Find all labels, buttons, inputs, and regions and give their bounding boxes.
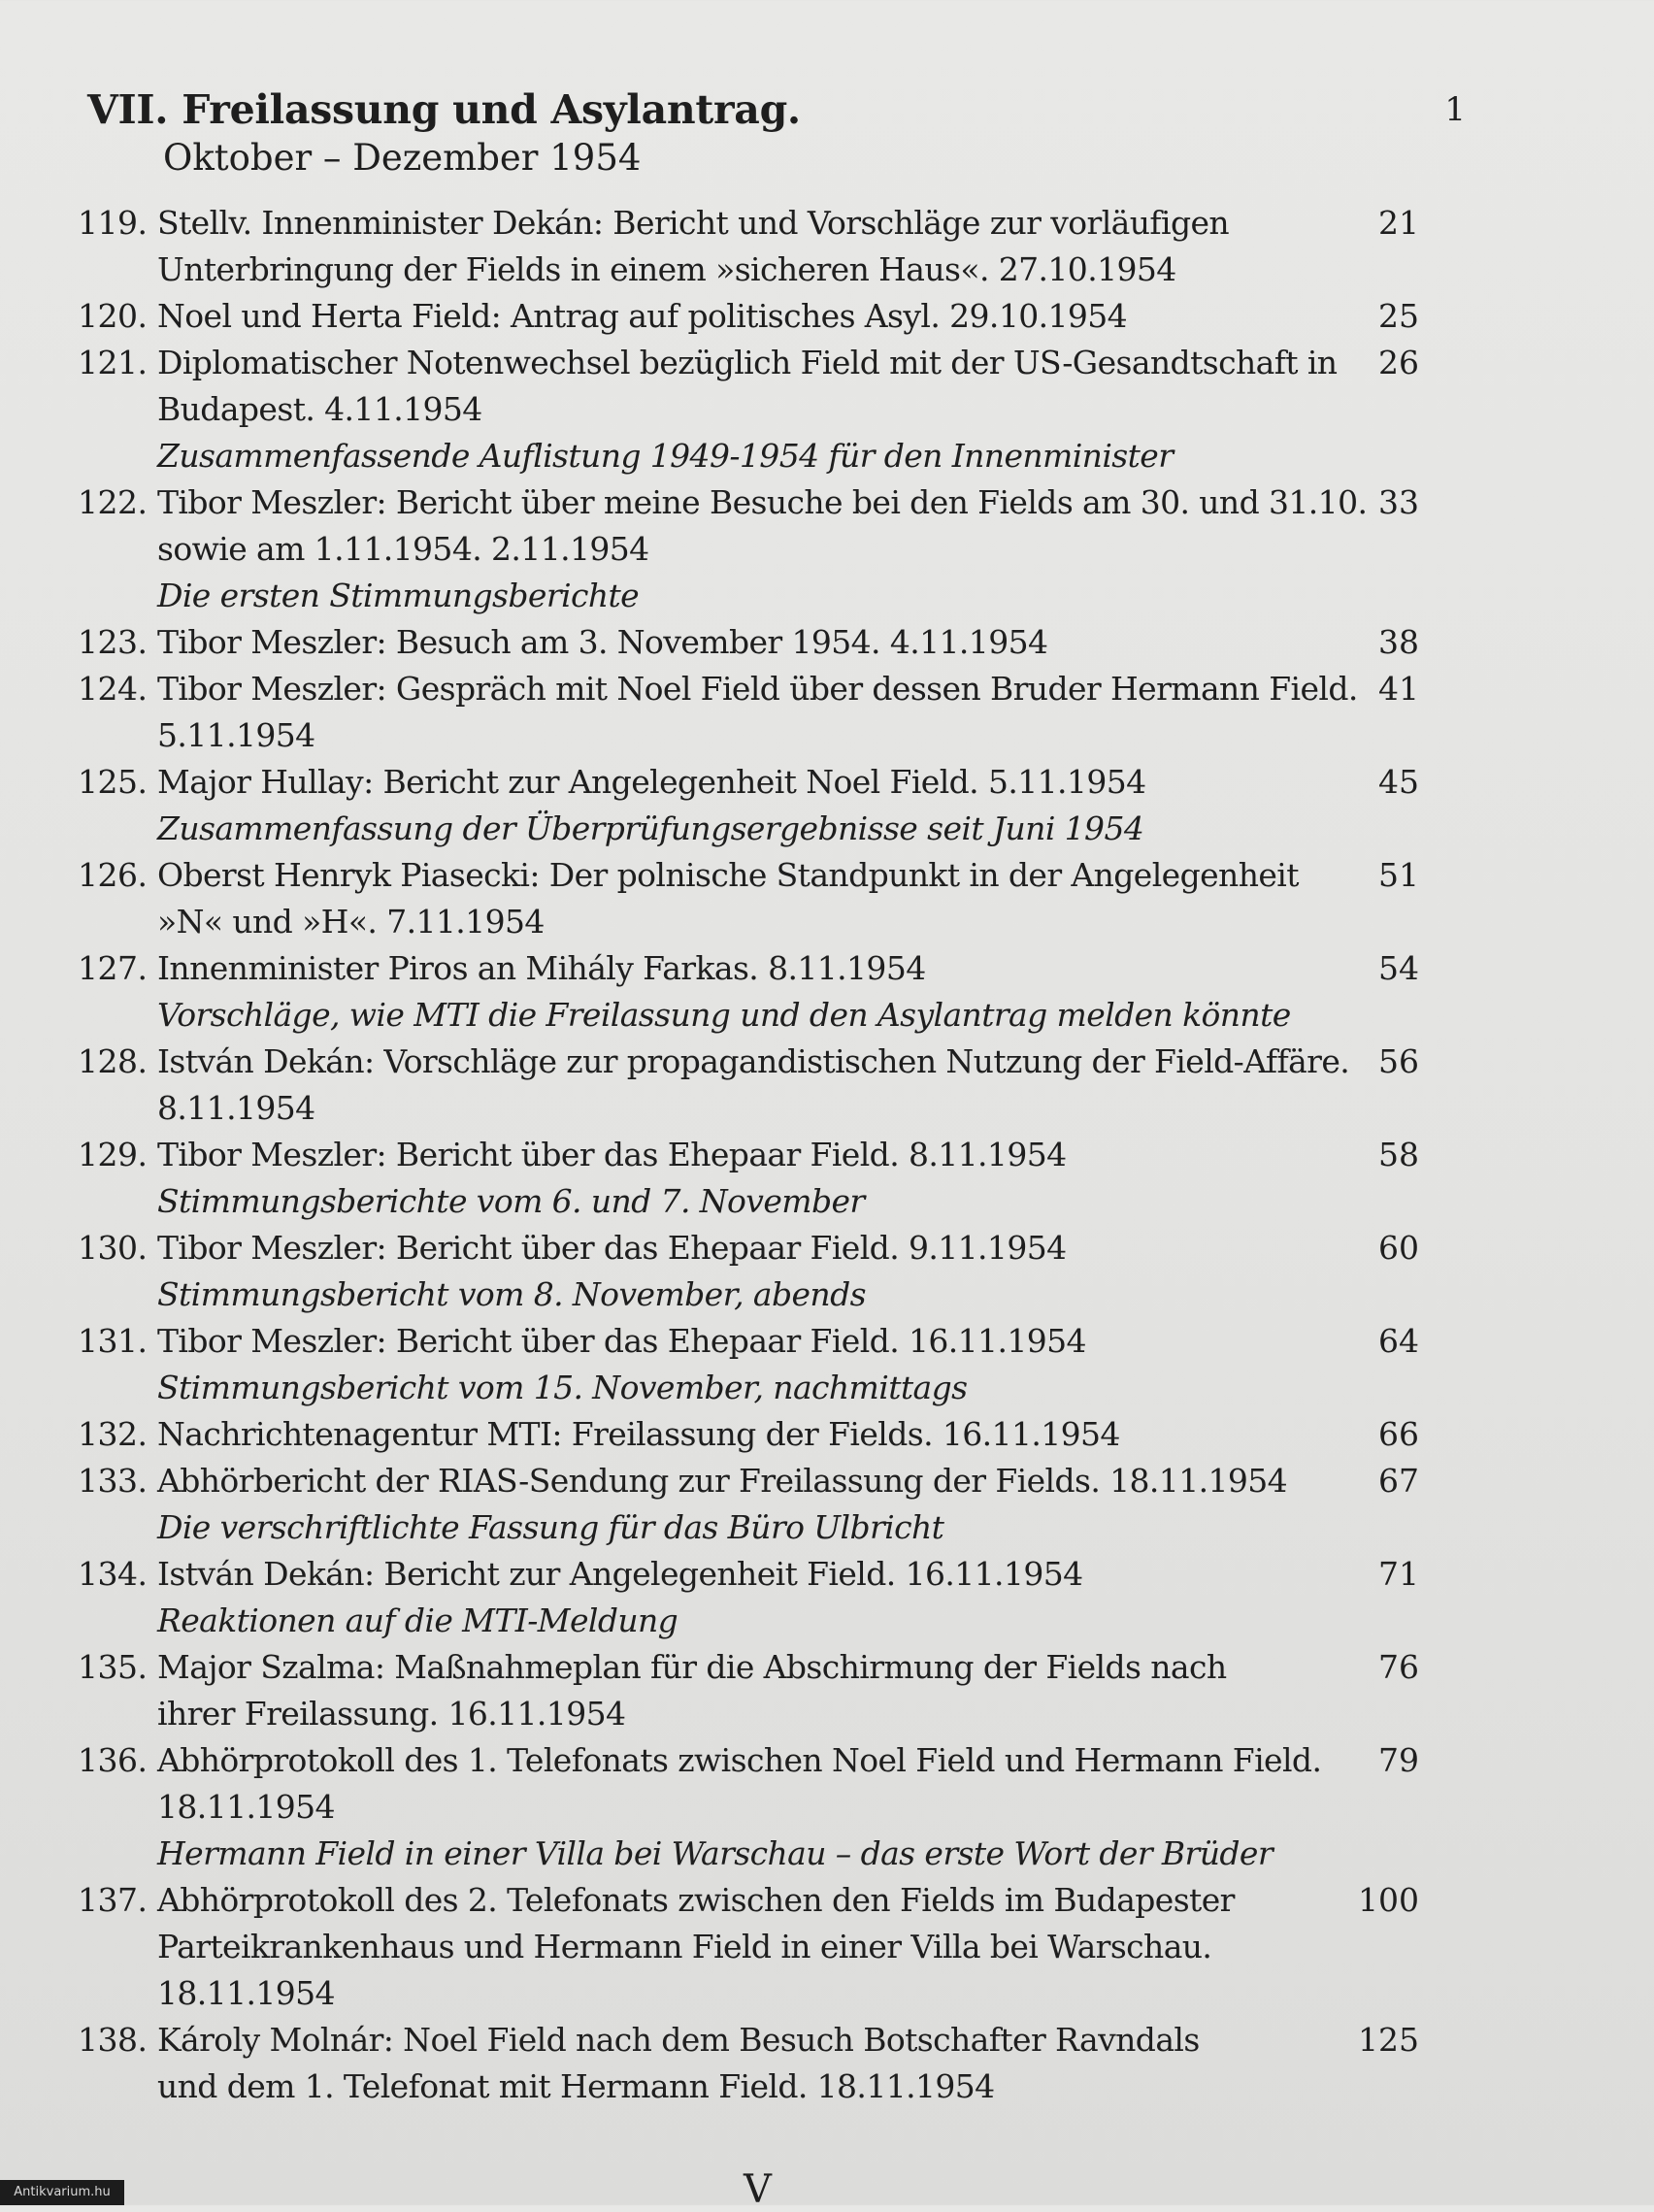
entry-number: 135. — [78, 1648, 148, 1686]
entry-title-line: Nachrichtenagentur MTI: Freilassung der Fields. 16.11.1954 — [157, 1415, 1120, 1453]
entry-number: 127. — [78, 949, 148, 987]
toc-entry — [78, 619, 1419, 666]
entry-note: Stimmungsbericht vom 8. November, abends — [157, 1275, 866, 1313]
entry-title-line: Innenminister Piros an Mihály Farkas. 8.11.1954 — [157, 949, 926, 987]
page-folio: V — [744, 2167, 772, 2212]
entry-title-line: Tibor Meszler: Bericht über das Ehepaar Field. 16.11.1954 — [157, 1322, 1086, 1360]
entry-body — [157, 666, 1358, 759]
toc-entry — [78, 1458, 1419, 1551]
entry-page-number: 125 — [1358, 2021, 1419, 2059]
entry-title-line: Budapest. 4.11.1954 — [157, 390, 482, 428]
entry-body — [157, 619, 1303, 666]
entry-page-number: 33 — [1378, 483, 1419, 521]
entry-page-number: 67 — [1378, 1462, 1419, 1500]
toc-entry — [78, 1039, 1419, 1132]
entry-title-line: Tibor Meszler: Gespräch mit Noel Field über dessen Bruder Hermann Field. — [157, 670, 1358, 708]
entry-number: 133. — [78, 1462, 148, 1500]
entry-note: Die verschriftlichte Fassung für das Büro Ulbricht — [157, 1508, 944, 1546]
entry-title-line: ihrer Freilassung. 16.11.1954 — [157, 1695, 626, 1733]
entry-title-line: István Dekán: Bericht zur Angelegenheit Field. 16.11.1954 — [157, 1555, 1083, 1593]
toc-entry — [78, 1877, 1419, 2017]
entry-body — [157, 1318, 1303, 1411]
entry-title-line: Tibor Meszler: Bericht über meine Besuche bei den Fields am 30. und 31.10. — [157, 483, 1368, 521]
entry-title-line: 18.11.1954 — [157, 1974, 335, 2012]
entry-page-number: 64 — [1378, 1322, 1419, 1360]
toc-entry — [78, 1132, 1419, 1225]
chapter-subtitle: Oktober – Dezember 1954 — [163, 137, 642, 179]
entry-title-line: Stellv. Innenminister Dekán: Bericht und Vorschläge zur vorläufigen — [157, 204, 1230, 242]
entry-body — [157, 1225, 1303, 1318]
table-of-contents — [78, 200, 1419, 2110]
entry-note: Vorschläge, wie MTI die Freilassung und den Asylantrag melden könnte — [157, 996, 1291, 1034]
chapter-page-number: 1 — [1444, 90, 1466, 129]
entry-body — [157, 479, 1368, 619]
entry-number: 129. — [78, 1136, 148, 1173]
toc-entry — [78, 2017, 1419, 2110]
entry-page-number: 51 — [1378, 856, 1419, 894]
entry-number: 125. — [78, 763, 148, 801]
entry-title-line: Major Hullay: Bericht zur Angelegenheit Noel Field. 5.11.1954 — [157, 763, 1146, 801]
entry-page-number: 41 — [1378, 670, 1419, 708]
entry-note: Hermann Field in einer Villa bei Warschau – das erste Wort der Brüder — [157, 1834, 1274, 1872]
entry-page-number: 58 — [1378, 1136, 1419, 1173]
entry-title-line: Major Szalma: Maßnahmeplan für die Abschirmung der Fields nach — [157, 1648, 1227, 1686]
entry-body — [157, 1411, 1303, 1458]
entry-number: 130. — [78, 1229, 148, 1267]
entry-page-number: 38 — [1378, 623, 1419, 661]
toc-entry — [78, 666, 1419, 759]
entry-title-line: Károly Molnár: Noel Field nach dem Besuch Botschafter Ravndals — [157, 2021, 1200, 2059]
entry-body — [157, 1877, 1303, 2017]
entry-body — [157, 293, 1303, 340]
entry-note: Reaktionen auf die MTI-Meldung — [157, 1601, 678, 1639]
entry-number: 138. — [78, 2021, 148, 2059]
toc-entry — [78, 852, 1419, 945]
entry-number: 132. — [78, 1415, 148, 1453]
toc-entry — [78, 1551, 1419, 1644]
entry-number: 123. — [78, 623, 148, 661]
entry-body — [157, 340, 1338, 479]
entry-note: Zusammenfassende Auflistung 1949-1954 für den Innenminister — [157, 437, 1174, 475]
entry-page-number: 71 — [1378, 1555, 1419, 1593]
entry-title-line: Abhörbericht der RIAS-Sendung zur Freilassung der Fields. 18.11.1954 — [157, 1462, 1288, 1500]
entry-body — [157, 1737, 1322, 1877]
entry-page-number: 54 — [1378, 949, 1419, 987]
entry-note: Stimmungsberichte vom 6. und 7. November — [157, 1182, 865, 1220]
entry-title-line: 5.11.1954 — [157, 716, 315, 754]
entry-title-line: Tibor Meszler: Besuch am 3. November 1954. 4.11.1954 — [157, 623, 1048, 661]
entry-page-number: 21 — [1378, 204, 1419, 242]
entry-body — [157, 2017, 1303, 2110]
entry-note: Zusammenfassung der Überprüfungsergebnisse seit Juni 1954 — [157, 809, 1144, 847]
entry-title-line: Unterbringung der Fields in einem »sicheren Haus«. 27.10.1954 — [157, 250, 1176, 288]
chapter-heading — [87, 85, 1466, 182]
entry-title-line: Parteikrankenhaus und Hermann Field in einer Villa bei Warschau. — [157, 1928, 1212, 1965]
entry-page-number: 100 — [1358, 1881, 1419, 1919]
entry-page-number: 45 — [1378, 763, 1419, 801]
entry-note: Die ersten Stimmungsberichte — [157, 577, 640, 614]
entry-number: 126. — [78, 856, 148, 894]
entry-note: Stimmungsbericht vom 15. November, nachmittags — [157, 1369, 968, 1406]
entry-body — [157, 852, 1303, 945]
entry-number: 119. — [78, 204, 148, 242]
toc-entry — [78, 1737, 1419, 1877]
entry-body — [157, 1458, 1303, 1551]
entry-page-number: 66 — [1378, 1415, 1419, 1453]
toc-entry — [78, 479, 1419, 619]
entry-number: 122. — [78, 483, 148, 521]
entry-number: 121. — [78, 344, 148, 381]
toc-entry — [78, 1318, 1419, 1411]
entry-number: 136. — [78, 1741, 148, 1779]
entry-body — [157, 200, 1303, 293]
entry-number: 137. — [78, 1881, 148, 1919]
entry-number: 128. — [78, 1042, 148, 1080]
toc-entry — [78, 200, 1419, 293]
entry-title-line: Tibor Meszler: Bericht über das Ehepaar Field. 9.11.1954 — [157, 1229, 1067, 1267]
entry-body — [157, 945, 1303, 1039]
toc-entry — [78, 945, 1419, 1039]
entry-title-line: István Dekán: Vorschläge zur propagandistischen Nutzung der Field-Affäre. — [157, 1042, 1350, 1080]
toc-entry — [78, 1225, 1419, 1318]
entry-page-number: 25 — [1378, 297, 1419, 335]
entry-title-line: Tibor Meszler: Bericht über das Ehepaar Field. 8.11.1954 — [157, 1136, 1067, 1173]
entry-title-line: sowie am 1.11.1954. 2.11.1954 — [157, 530, 649, 568]
entry-page-number: 79 — [1378, 1741, 1419, 1779]
toc-entry — [78, 1411, 1419, 1458]
entry-title-line: 8.11.1954 — [157, 1089, 315, 1127]
entry-body — [157, 1644, 1303, 1737]
entry-body — [157, 759, 1303, 852]
entry-body — [157, 1039, 1350, 1132]
entry-title-line: 18.11.1954 — [157, 1788, 335, 1826]
entry-page-number: 76 — [1378, 1648, 1419, 1686]
entry-title-line: und dem 1. Telefonat mit Hermann Field. 18.11.1954 — [157, 2067, 995, 2105]
entry-page-number: 60 — [1378, 1229, 1419, 1267]
toc-entry — [78, 759, 1419, 852]
watermark-logo: Antikvarium.hu — [0, 2180, 124, 2205]
entry-body — [157, 1132, 1303, 1225]
toc-entry — [78, 340, 1419, 479]
entry-body — [157, 1551, 1303, 1644]
entry-number: 134. — [78, 1555, 148, 1593]
entry-title-line: Oberst Henryk Piasecki: Der polnische Standpunkt in der Angelegenheit — [157, 856, 1299, 894]
entry-title-line: Abhörprotokoll des 1. Telefonats zwischen Noel Field und Hermann Field. — [157, 1741, 1322, 1779]
toc-entry — [78, 293, 1419, 340]
entry-number: 124. — [78, 670, 148, 708]
entry-title-line: Diplomatischer Notenwechsel bezüglich Field mit der US-Gesandtschaft in — [157, 344, 1338, 381]
entry-number: 120. — [78, 297, 148, 335]
chapter-title: VII. Freilassung und Asylantrag. — [87, 86, 801, 133]
entry-number: 131. — [78, 1322, 148, 1360]
entry-title-line: Abhörprotokoll des 2. Telefonats zwischen den Fields im Budapester — [157, 1881, 1235, 1919]
entry-page-number: 26 — [1378, 344, 1419, 381]
toc-entry — [78, 1644, 1419, 1737]
entry-page-number: 56 — [1378, 1042, 1419, 1080]
entry-title-line: Noel und Herta Field: Antrag auf politisches Asyl. 29.10.1954 — [157, 297, 1128, 335]
entry-title-line: »N« und »H«. 7.11.1954 — [157, 903, 545, 941]
